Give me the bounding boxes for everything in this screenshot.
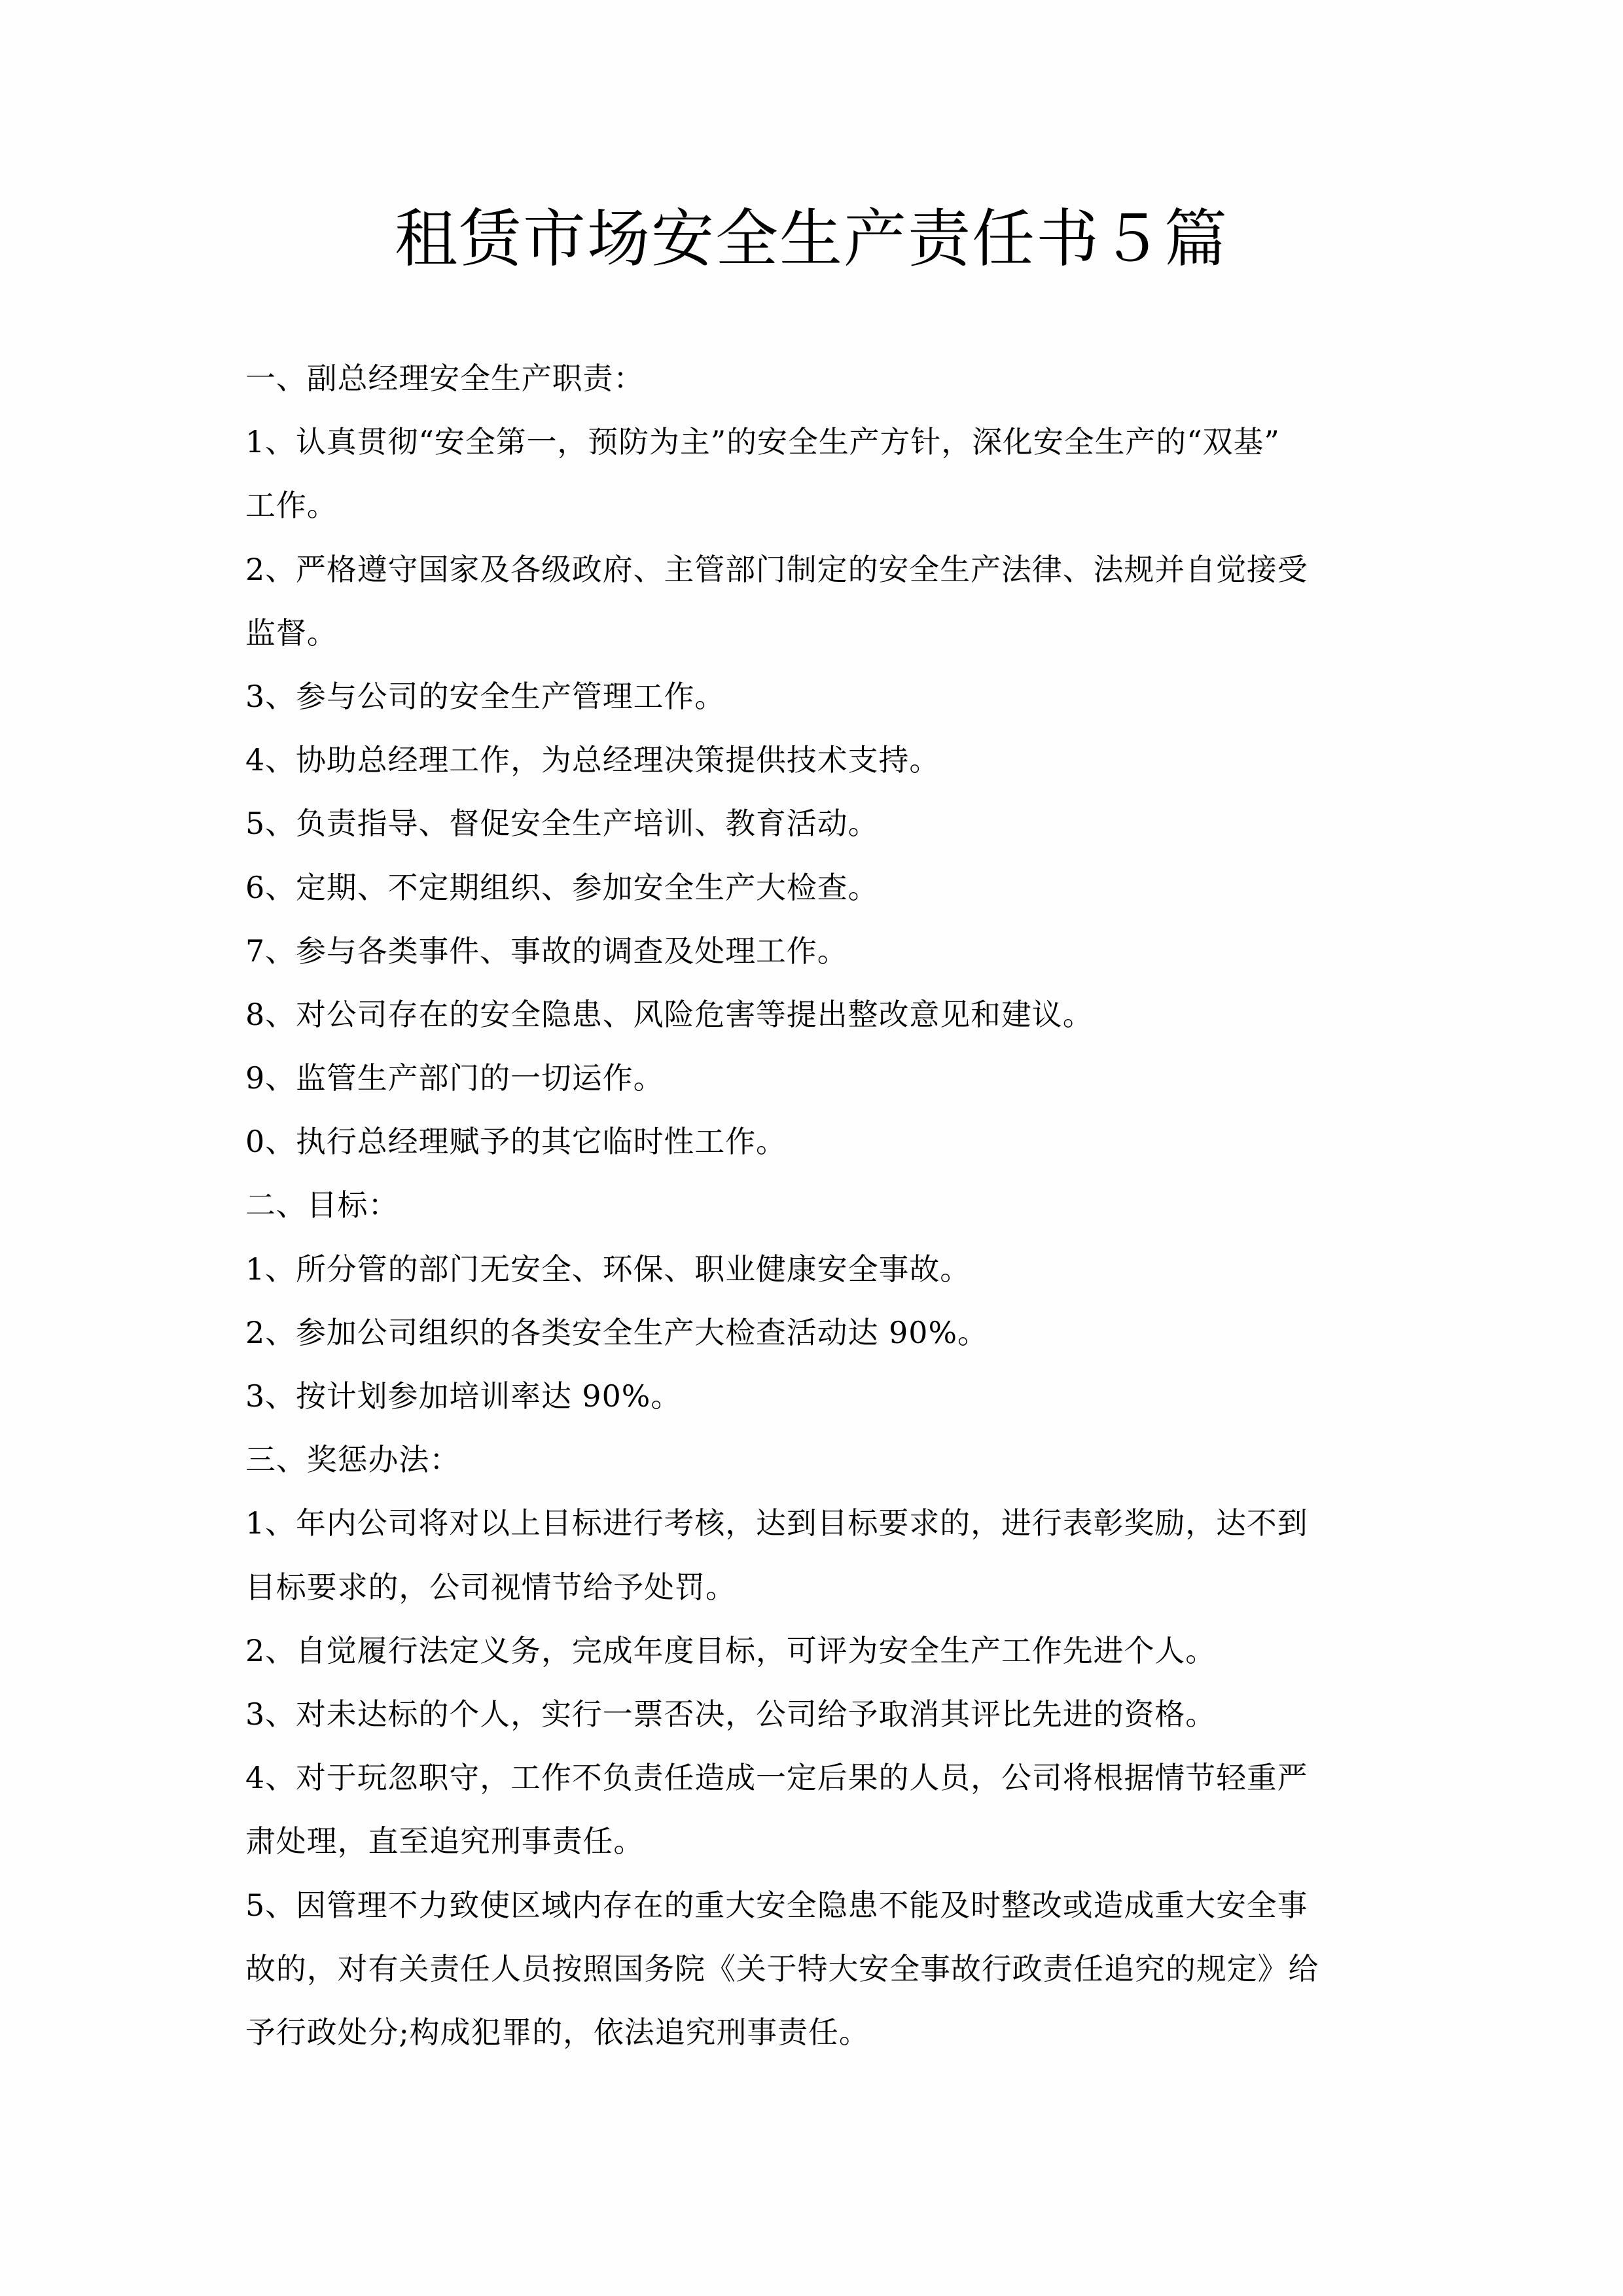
paragraph-line: 故的，对有关责任人员按照国务院《关于特大安全事故行政责任追究的规定》给 — [245, 1950, 1319, 1986]
paragraph-line: 8、对公司存在的安全隐患、风险危害等提出整改意见和建议。 — [245, 996, 1094, 1032]
paragraph-line: 0、执行总经理赋予的其它临时性工作。 — [245, 1124, 787, 1160]
document-title: 租赁市场安全生产责任书５篇 — [395, 202, 1228, 276]
paragraph-line: 监督。 — [245, 615, 338, 651]
paragraph-line: 3、对未达标的个人，实行一票否决，公司给予取消其评比先进的资格。 — [245, 1696, 1217, 1732]
paragraph-line: 工作。 — [245, 488, 338, 524]
section-heading: 一、副总经理安全生产职责： — [245, 361, 645, 396]
paragraph-line: 予行政处分;构成犯罪的，依法追究刑事责任。 — [245, 2014, 870, 2050]
section-heading: 三、奖惩办法： — [245, 1442, 461, 1478]
paragraph-line: 5、因管理不力致使区域内存在的重大安全隐患不能及时整改或造成重大安全事 — [245, 1887, 1308, 1923]
paragraph-line: 2、自觉履行法定义务，完成年度目标，可评为安全生产工作先进个人。 — [245, 1632, 1217, 1668]
paragraph-line: 目标要求的，公司视情节给予处罚。 — [245, 1569, 736, 1605]
section-heading: 二、目标： — [245, 1187, 399, 1223]
paragraph-line: 3、按计划参加培训率达 90%。 — [245, 1378, 682, 1414]
paragraph-line: 1、年内公司将对以上目标进行考核，达到目标要求的，进行表彰奖励，达不到 — [245, 1505, 1308, 1541]
document-body — [245, 347, 1404, 2064]
paragraph-line: 7、参与各类事件、事故的调查及处理工作。 — [245, 933, 848, 969]
paragraph-line: 6、定期、不定期组织、参加安全生产大检查。 — [245, 869, 879, 905]
paragraph-line: 2、参加公司组织的各类安全生产大检查活动达 90%。 — [245, 1314, 988, 1350]
paragraph-line: 9、监管生产部门的一切运作。 — [245, 1060, 664, 1096]
paragraph-line: 1、所分管的部门无安全、环保、职业健康安全事故。 — [245, 1251, 971, 1287]
paragraph-line: 4、对于玩忽职守，工作不负责任造成一定后果的人员，公司将根据情节轻重严 — [245, 1760, 1308, 1796]
paragraph-line: 5、负责指导、督促安全生产培训、教育活动。 — [245, 806, 879, 842]
paragraph-line: 肃处理，直至追究刑事责任。 — [245, 1823, 645, 1859]
paragraph-line: 4、协助总经理工作，为总经理决策提供技术支持。 — [245, 742, 940, 778]
paragraph-line: 3、参与公司的安全生产管理工作。 — [245, 678, 726, 714]
paragraph-line: 1、认真贯彻“安全第一，预防为主”的安全生产方针，深化安全生产的“双基” — [245, 424, 1280, 460]
paragraph-line: 2、严格遵守国家及各级政府、主管部门制定的安全生产法律、法规并自觉接受 — [245, 551, 1308, 587]
